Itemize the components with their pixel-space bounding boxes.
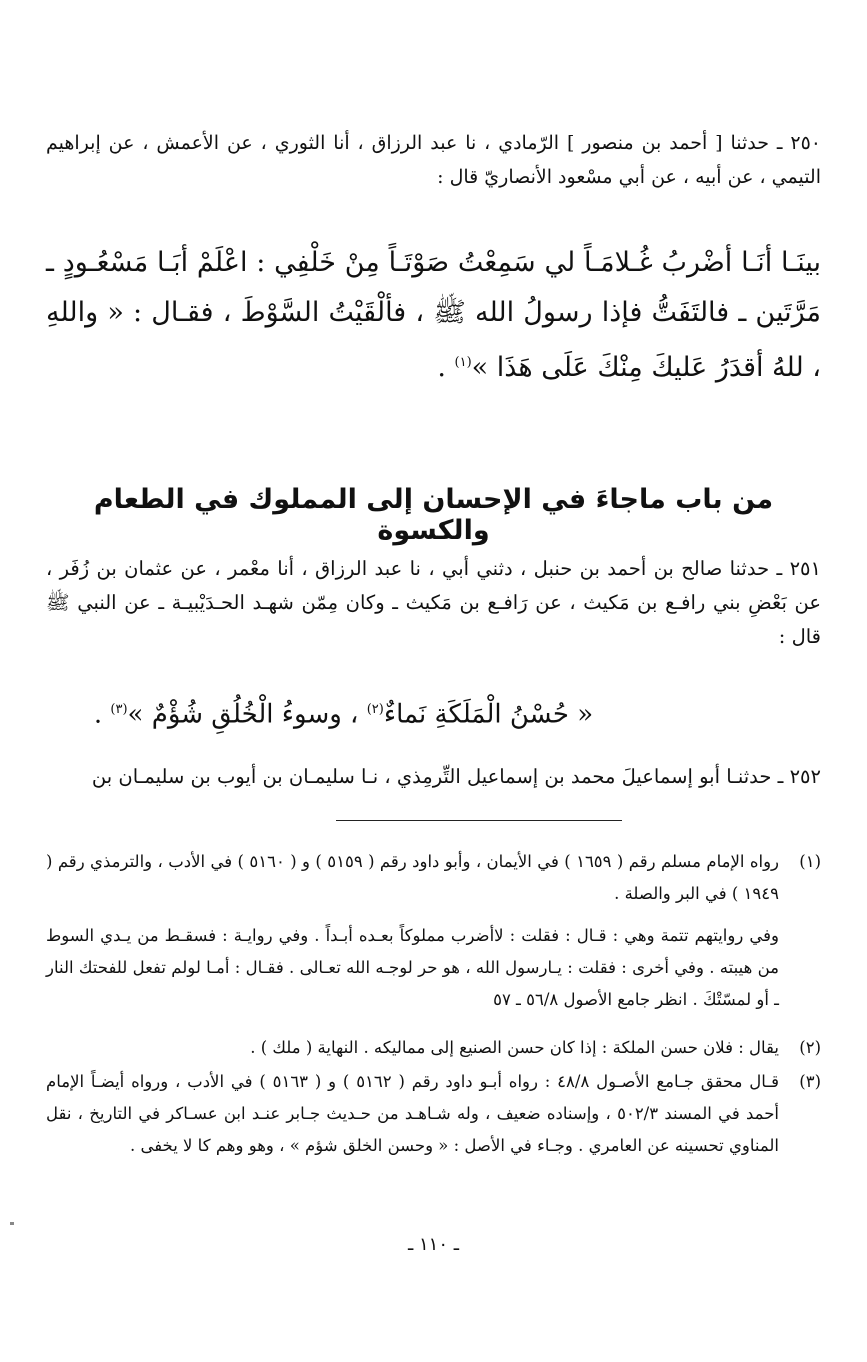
footnote-separator [336, 820, 622, 821]
hadith-251-matn [46, 688, 821, 737]
hadith-250-matn [46, 238, 821, 393]
hadith-250-matn-text: بينَـا أنَـا أضْربُ غُـلامَـاً لي سَمِعْتُ صَوْتَـاً مِنْ خَلْفِي : اعْلَمْ أبَـا مَسْعُـودٍ ـ مَرَّتَين ـ فالتَفَتُّ فإذا رسولُ الله ﷺ ، فألْقَيْتُ السَّوْطَ ، فقـال : « واللهِ ، للهُ أقدَرُ عَليكَ مِنْكَ عَلَى هَذَا » [46, 247, 821, 383]
footnote-2-number: (٢) [799, 1038, 821, 1057]
page-number: ـ ١١٠ ـ [407, 1234, 459, 1255]
footnote-2 [46, 1032, 821, 1064]
footnote-1 [46, 846, 821, 910]
footnote-3-text: قـال محقق جـامع الأصـول ٤٨/٨ : رواه أبـو داود رقم ( ٥١٦٢ ) و ( ٥١٦٣ ) في الأدب ، ورواه أيضـاً الإمام أحمد في المسند ٥٠٢/٣ ، وإسناده ضعيف ، وله شـاهـد من حـديث جـابر عنـد ابن عسـاكر في التاريخ ، نقل المناوي تحسينه عن العامري . وجـاء في الأصل : « وحسن الخلق شؤم » ، وهو وهم كا لا يخفى . [46, 1072, 779, 1155]
hadith-251-isnad: ٢٥١ ـ حدثنا صالح بن أحمد بن حنبل ، دثني أبي ، نا عبد الرزاق ، أنا معْمر ، عن عثمان بن زُفَر ، عن بَعْضِ بني رافـع بن مَكيث ، عن رَافـع بن مَكيث ـ وكان مِمّن شهـد الحـدَيْبيـة ـ عن النبي ﷺ قال : [46, 557, 821, 648]
hadith-250-isnad: ٢٥٠ ـ حدثنا [ أحمد بن منصور ] الرّمادي ، نا عبد الرزاق ، أنا الثوري ، عن الأعمش ، عن إبراهيم التيمي ، عن أبيه ، عن أبي مسْعود الأنصاريّ قال : [46, 132, 821, 188]
footnote-ref-3: (٣) [110, 702, 128, 717]
footnote-2-text: يقال : فلان حسن الملكة : إذا كان حسن الصنيع إلى مماليكه . النهاية ( ملك ) . [250, 1038, 779, 1057]
footnote-1-continued [46, 920, 821, 1016]
footnote-3 [46, 1066, 821, 1162]
footnote-1-number: (١) [799, 852, 821, 871]
footnote-1-extra: وفي روايتهم تتمة وهي : قـال : فقلت : لاأضرب مملوكاً بعـده أبـداً . وفي روايـة : فسقـط من يـدي السوط من هيبته . وفي أخرى : فقلت : يـارسول الله ، هو حر لوجـه الله تعـالى . فقـال : أمـا لولم تفعل للفحتك النار ـ أو لمسّتْكَ . انظر جامع الأصول ٥٦/٨ ـ ٥٧ [46, 926, 779, 1009]
footnote-ref-2: (٢) [366, 702, 384, 717]
hadith-251-matn-part1: « حُسْنُ الْمَلَكَةِ نَماءٌ [383, 699, 594, 730]
document-page [46, 0, 821, 1362]
hadith-252-isnad: ٢٥٢ ـ حدثنـا أبو إسماعيلَ محمد بن إسماعيل التِّرمِذي ، نـا سليمـان بن أيوب بن سليمـان بن [91, 765, 821, 788]
footnote-ref-1: (١) [454, 355, 472, 370]
hadith-250-matn-end: . [437, 352, 455, 383]
hadith-251-matn-end: . [93, 699, 111, 730]
chapter-title: من باب ماجاءَ في الإحسان إلى المملوك في الطعام والكسوة [93, 484, 774, 546]
footnote-3-number: (٣) [799, 1072, 821, 1091]
scan-speck [10, 1222, 14, 1225]
hadith-251-matn-part2: ، وسوءُ الْخُلُقِ شُؤْمٌ » [127, 699, 367, 730]
footnote-1-text: رواه الإمام مسلم رقم ( ١٦٥٩ ) في الأيمان ، وأبو داود رقم ( ٥١٥٩ ) و ( ٥١٦٠ ) في الأدب ، والترمذي رقم ( ١٩٤٩ ) في البر والصلة . [46, 852, 779, 903]
